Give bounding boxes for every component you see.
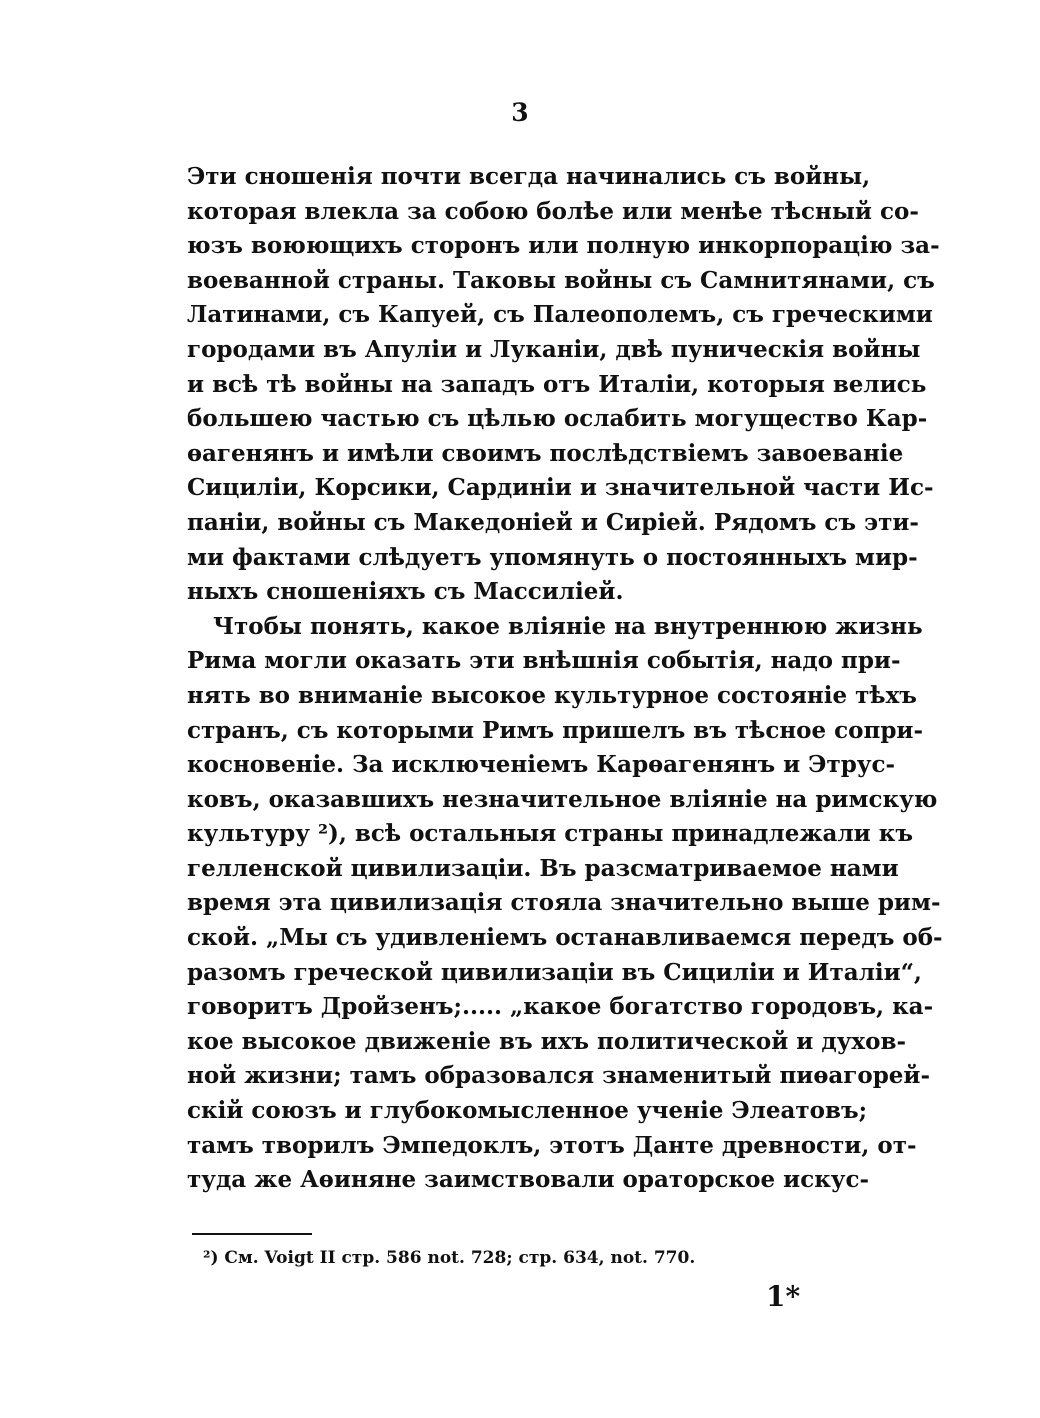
text-line: паніи, войны съ Македоніей и Сиріей. Рядомъ съ эти- [187, 508, 919, 536]
text-line: городами въ Апуліи и Луканіи, двѣ пуническія войны [187, 335, 921, 363]
text-line: разомъ греческой цивилизаціи въ Сициліи и Италіи“, [187, 958, 922, 986]
text-line: ми фактами слѣдуетъ упомянуть о постоянныхъ мир- [187, 543, 918, 571]
page-number: 3 [511, 98, 529, 127]
text-line: косновеніе. За исключеніемъ Карѳагенянъ и Этрус- [187, 751, 896, 779]
text-line: нять во вниманіе высокое культурное состояніе тѣхъ [187, 681, 917, 709]
text-line: Чтобы понять, какое вліяніе на внутреннюю жизнь [213, 612, 923, 640]
text-line: странъ, съ которыми Римъ пришелъ въ тѣсное сопри- [187, 716, 924, 744]
text-line: ной жизни; тамъ образовался знаменитый пиѳагорей- [187, 1062, 931, 1090]
text-line: воеванной страны. Таковы войны съ Самнитянами, съ [187, 266, 935, 294]
text-line: и всѣ тѣ войны на западъ отъ Италіи, которыя велись [187, 370, 927, 398]
text-line: Латинами, съ Капуей, съ Палеополемъ, съ греческими [187, 301, 933, 329]
text-line: ковъ, оказавшихъ незначительное вліяніе на римскую [187, 785, 938, 813]
body-text [187, 160, 943, 1198]
text-line: туда же Аѳиняне заимствовали ораторское искус- [187, 1166, 870, 1194]
text-line: ѳагенянъ и имѣли своимъ послѣдствіемъ завоеваніе [187, 439, 904, 467]
text-line: время эта цивилизація стояла значительно выше рим- [187, 889, 941, 917]
text-line: гелленской цивилизаціи. Въ разсматриваемое нами [187, 854, 899, 882]
text-line: Рима могли оказать эти внѣшнія событія, надо при- [187, 647, 901, 675]
text-line: говоритъ Дройзенъ;..... „какое богатство городовъ, ка- [187, 993, 934, 1021]
text-line: Эти сношенія почти всегда начинались съ войны, [187, 163, 871, 190]
signature-mark: 1* [766, 1280, 801, 1313]
text-line: кое высокое движеніе въ ихъ политической и духов- [187, 1027, 907, 1055]
text-line: культуру ²), всѣ остальныя страны принадлежали къ [187, 820, 913, 848]
text-line: юзъ воюющихъ сторонъ или полную инкорпорацію за- [187, 232, 940, 260]
footnote: ²) См. Voigt II стр. 586 not. 728; стр. 634, not. 770. [203, 1248, 696, 1268]
text-line: которая влекла за собою болѣе или менѣе тѣсный со- [187, 197, 919, 225]
text-line: большею частью съ цѣлью ослабить могущество Кар- [187, 405, 928, 433]
text-line: ской. „Мы съ удивленіемъ останавливаемся передъ об- [187, 924, 943, 952]
text-line: тамъ творилъ Эмпедоклъ, этотъ Данте древности, от- [187, 1131, 917, 1159]
text-line: скій союзъ и глубокомысленное ученіе Элеатовъ; [187, 1097, 868, 1125]
footnote-separator [192, 1233, 312, 1235]
text-line: Сициліи, Корсики, Сардиніи и значительной части Ис- [187, 474, 934, 502]
text-line: ныхъ сношеніяхъ съ Массиліей. [187, 578, 624, 606]
